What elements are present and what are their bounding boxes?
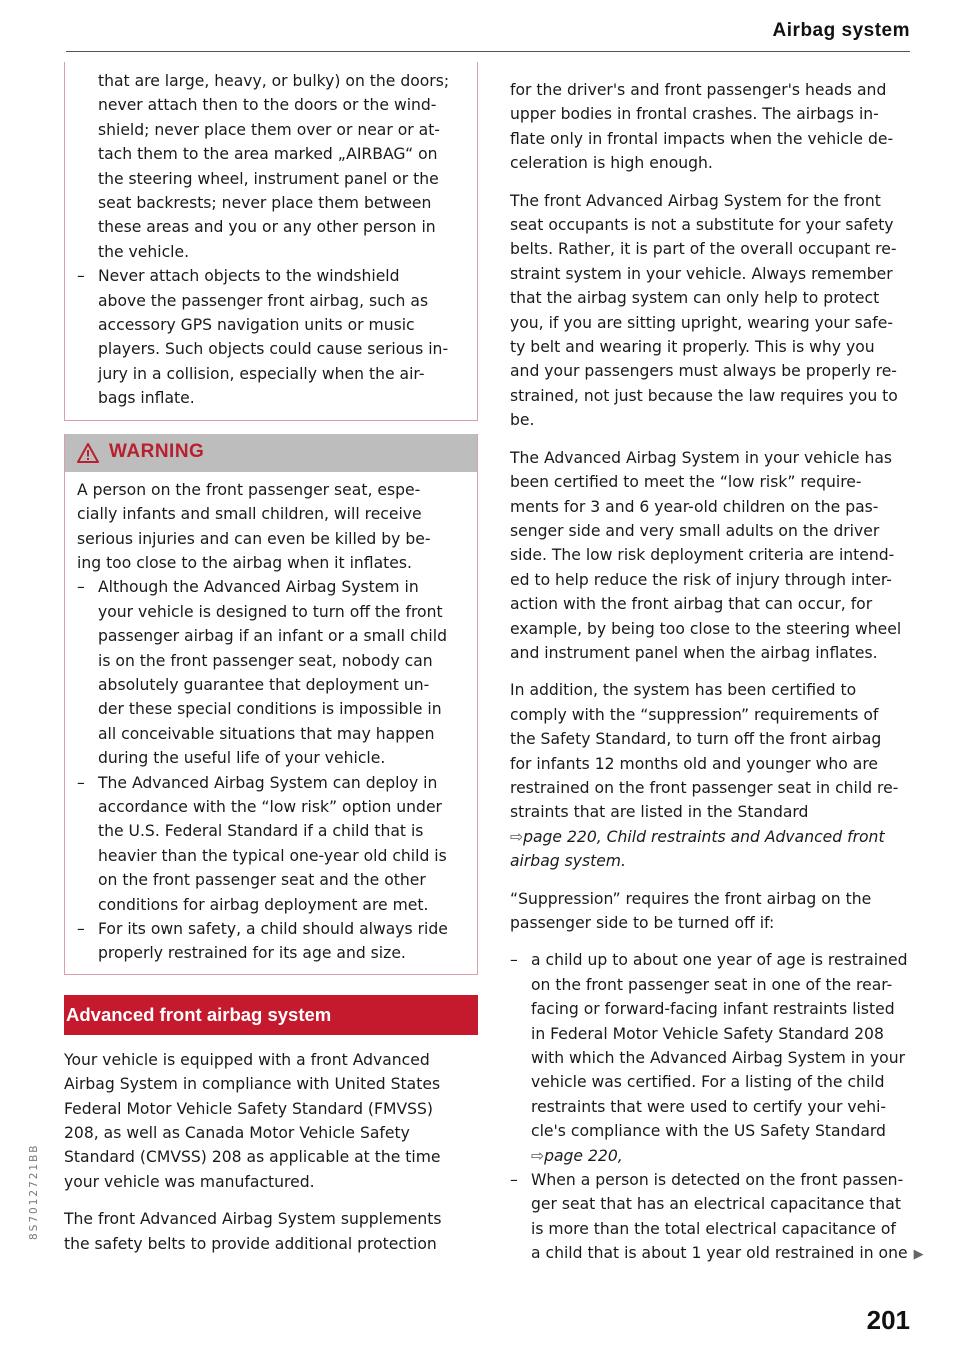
text-line: on the front passenger seat and the other bbox=[98, 871, 426, 890]
text-line: and your passengers must always be properly re- bbox=[510, 362, 897, 381]
text-line: on the front passenger seat in one of the rear- bbox=[531, 975, 893, 994]
text-line: the U.S. Federal Standard if a child that is bbox=[98, 822, 424, 841]
text-line: – Although the Advanced Airbag System in bbox=[77, 575, 465, 599]
text-line: properly restrained for its age and size. bbox=[98, 944, 406, 963]
text-line: restraints that were used to certify your vehi- bbox=[531, 1097, 887, 1116]
text-line: ments for 3 and 6 year-old children on the pas- bbox=[510, 497, 879, 516]
text-line: the steering wheel, instrument panel or the bbox=[98, 169, 439, 188]
text-line: 208, as well as Canada Motor Vehicle Safety bbox=[64, 1124, 410, 1143]
text-line: in Federal Motor Vehicle Safety Standard 208 bbox=[531, 1024, 884, 1043]
text-line: the safety belts to provide additional protection bbox=[64, 1234, 437, 1253]
text-line: senger side and very small adults on the driver bbox=[510, 521, 880, 540]
text-line: straints that are listed in the Standard bbox=[510, 803, 809, 822]
text-line: action with the front airbag that can occur, for bbox=[510, 595, 873, 614]
text-line: – For its own safety, a child should always ride bbox=[77, 917, 465, 941]
text-line: passenger side to be turned off if: bbox=[510, 914, 775, 932]
text-line: cially infants and small children, will receive bbox=[77, 505, 422, 524]
text-line: ing too close to the airbag when it inflates. bbox=[77, 553, 412, 572]
left-column bbox=[64, 62, 478, 1256]
text-line: celeration is high enough. bbox=[510, 154, 713, 173]
text-line: ty belt and wearing it properly. This is why you bbox=[510, 338, 875, 357]
text-line: Federal Motor Vehicle Safety Standard (FMVSS) bbox=[64, 1099, 433, 1118]
text-line: for the driver's and front passenger's heads and bbox=[510, 81, 887, 99]
text-line: jury in a collision, especially when the air- bbox=[98, 364, 425, 383]
text-line: Airbag System in compliance with United States bbox=[64, 1075, 441, 1094]
text-line: the Safety Standard, to turn off the front airbag bbox=[510, 730, 882, 749]
text-line: “Suppression” requires the front airbag on the bbox=[510, 889, 872, 908]
section-header: Airbag system bbox=[772, 20, 910, 41]
right-paragraph-2 bbox=[510, 189, 910, 433]
text-line: be. bbox=[510, 411, 535, 430]
text-line: and instrument panel when the airbag inflates. bbox=[510, 643, 878, 662]
text-line: players. Such objects could cause serious in- bbox=[98, 340, 449, 359]
text-line: restrained on the front passenger seat in child re- bbox=[510, 778, 899, 797]
text-line: tach them to the area marked „AIRBAG“ on bbox=[98, 145, 438, 164]
text-line: absolutely guarantee that deployment un- bbox=[98, 675, 430, 694]
text-line: you, if you are sitting upright, wearing your safe- bbox=[510, 313, 894, 332]
text-line: serious injuries and can even be killed by be- bbox=[77, 529, 431, 548]
text-line: during the useful life of your vehicle. bbox=[98, 749, 386, 768]
text-line: facing or forward-facing infant restraints listed bbox=[531, 1000, 895, 1019]
text-line: vehicle was certified. For a listing of the child bbox=[531, 1073, 885, 1092]
text-line: – When a person is detected on the front passen- bbox=[510, 1168, 910, 1192]
text-line: A person on the front passenger seat, espe- bbox=[77, 480, 421, 499]
header-rule bbox=[66, 51, 910, 52]
warning-triangle-icon bbox=[77, 443, 99, 463]
right-paragraph-4 bbox=[510, 678, 910, 873]
right-paragraph-3 bbox=[510, 446, 910, 666]
text-line: for infants 12 months old and younger who are bbox=[510, 754, 878, 773]
warning-header bbox=[65, 434, 477, 472]
right-paragraph-5 bbox=[510, 887, 910, 936]
warning-box bbox=[64, 434, 478, 975]
cross-reference-link[interactable]: ⇨page 220, Child restraints and Advanced front bbox=[510, 827, 885, 846]
suppression-list bbox=[510, 948, 924, 1267]
text-line: Standard (CMVSS) 208 as applicable at the time bbox=[64, 1148, 441, 1167]
text-line: cle's compliance with the US Safety Standard bbox=[531, 1122, 886, 1141]
text-line: straint system in your vehicle. Always remember bbox=[510, 264, 893, 283]
text-line: the vehicle. bbox=[98, 242, 190, 261]
text-line: upper bodies in frontal crashes. The airbags in- bbox=[510, 105, 879, 124]
right-paragraph-1 bbox=[510, 78, 910, 176]
text-line: all conceivable situations that may happen bbox=[98, 724, 435, 743]
text-line: ed to help reduce the risk of injury through inter- bbox=[510, 570, 892, 589]
text-line: is more than the total electrical capacitance of bbox=[531, 1219, 896, 1238]
text-line: shield; never place them over or near or at- bbox=[98, 120, 440, 139]
text-line: that the airbag system can only help to protect bbox=[510, 289, 880, 308]
text-line: above the passenger front airbag, such as bbox=[98, 291, 429, 310]
text-line: your vehicle was manufactured. bbox=[64, 1172, 315, 1191]
text-line: seat backrests; never place them between bbox=[98, 194, 432, 213]
warning-title: WARNING bbox=[109, 441, 205, 463]
text-line: In addition, the system has been certified to bbox=[510, 681, 857, 700]
text-line: a child that is about 1 year old restrained in one ▶ bbox=[531, 1244, 924, 1263]
text-line: The front Advanced Airbag System supplements bbox=[64, 1210, 442, 1229]
text-line: heavier than the typical one-year old child is bbox=[98, 846, 447, 865]
text-line: example, by being too close to the steering wheel bbox=[510, 619, 902, 638]
text-line: comply with the “suppression” requirements of bbox=[510, 705, 879, 724]
side-document-code: 8S7012721BB bbox=[28, 1143, 40, 1240]
text-line: seat occupants is not a substitute for your safety bbox=[510, 216, 894, 235]
continue-arrow-icon: ▶ bbox=[913, 1247, 924, 1263]
arrow-right-icon: ⇨ bbox=[510, 827, 524, 846]
text-line: never attach then to the doors or the wind- bbox=[98, 96, 437, 115]
text-line: der these special conditions is impossible in bbox=[98, 700, 442, 719]
text-line: side. The low risk deployment criteria are intend- bbox=[510, 546, 895, 565]
text-line: bags inflate. bbox=[98, 389, 195, 408]
text-line: been certified to meet the “low risk” require- bbox=[510, 473, 862, 492]
warning-body bbox=[65, 472, 477, 974]
note-continuation-box bbox=[64, 62, 478, 421]
text-line: belts. Rather, it is part of the overall occupant re- bbox=[510, 240, 897, 259]
page-number: 201 bbox=[866, 1305, 910, 1335]
text-line: that are large, heavy, or bulky) on the doors; bbox=[98, 72, 450, 90]
section-heading: Advanced front airbag system bbox=[64, 995, 478, 1035]
text-line: Your vehicle is equipped with a front Advanced bbox=[64, 1050, 430, 1069]
text-line: passenger airbag if an infant or a small child bbox=[98, 627, 447, 646]
text-line: The Advanced Airbag System in your vehicle has bbox=[510, 448, 893, 467]
text-line: with which the Advanced Airbag System in your bbox=[531, 1049, 906, 1068]
text-line: accessory GPS navigation units or music bbox=[98, 316, 415, 335]
arrow-right-icon: ⇨ bbox=[531, 1146, 545, 1165]
text-line: flate only in frontal impacts when the vehicle de- bbox=[510, 129, 894, 148]
left-paragraph-1 bbox=[64, 1048, 478, 1194]
text-line: – Never attach objects to the windshield bbox=[77, 264, 465, 288]
text-line: is on the front passenger seat, nobody can bbox=[98, 651, 433, 670]
text-line: strained, not just because the law requires you to bbox=[510, 386, 898, 405]
text-line: accordance with the “low risk” option under bbox=[98, 797, 442, 816]
text-line: – The Advanced Airbag System can deploy in bbox=[77, 771, 465, 795]
right-column bbox=[510, 78, 924, 1268]
text-line: conditions for airbag deployment are met. bbox=[98, 895, 429, 914]
cross-reference-link-2[interactable]: ⇨page 220, bbox=[531, 1146, 623, 1165]
left-paragraph-2 bbox=[64, 1207, 478, 1256]
text-line: ger seat that has an electrical capacitance that bbox=[531, 1195, 901, 1214]
text-line: these areas and you or any other person in bbox=[98, 218, 436, 237]
text-line: The front Advanced Airbag System for the front bbox=[510, 191, 881, 210]
cross-reference-link-cont[interactable]: airbag system. bbox=[510, 852, 626, 871]
text-line: your vehicle is designed to turn off the front bbox=[98, 602, 443, 621]
text-line: – a child up to about one year of age is restrained bbox=[510, 948, 910, 972]
